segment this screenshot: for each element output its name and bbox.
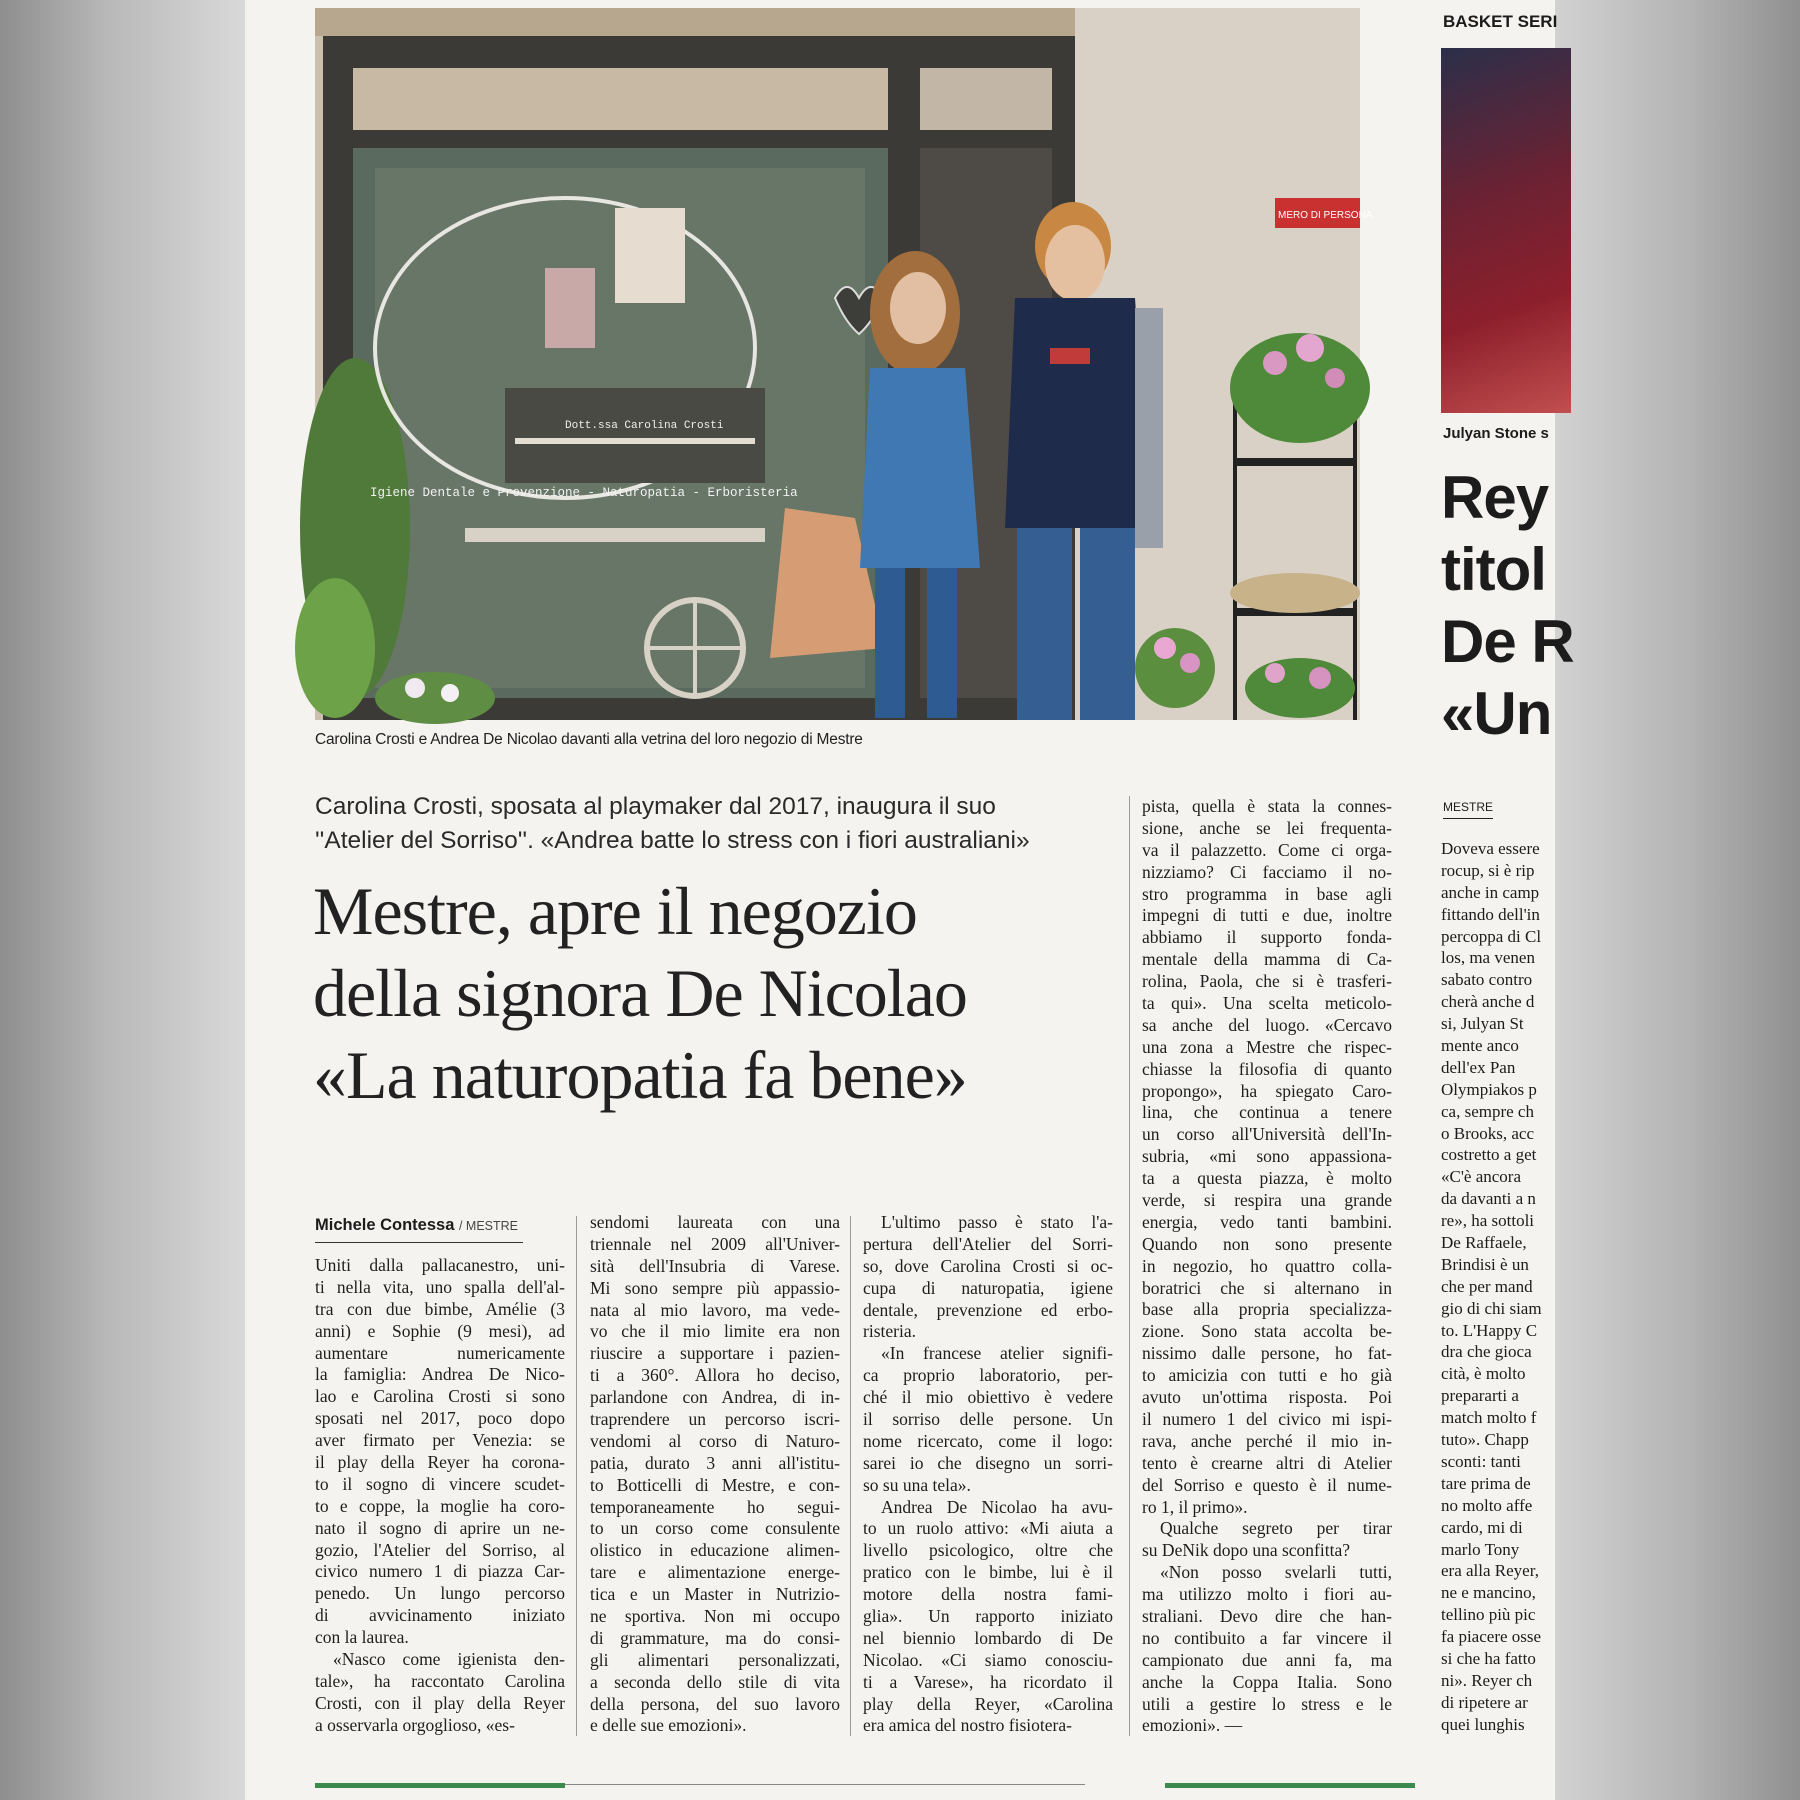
text-line: rolina, Paola, che si è trasferi- — [1142, 971, 1392, 992]
text-line: ta qui». Una scelta meticolo- — [1142, 993, 1392, 1014]
text-line: propongo», ha spiegato Caro- — [1142, 1080, 1392, 1101]
text-line: tare e alimentazione energe- — [590, 1562, 840, 1583]
text-line: ta a questa piazza, è molto — [1142, 1168, 1392, 1189]
text-line: nata al mio lavoro, ma vede- — [590, 1299, 840, 1320]
text-line: match molto f — [1441, 1408, 1537, 1428]
adjacent-place: MESTRE — [1443, 800, 1493, 819]
photo-caption: Carolina Crosti e Andrea De Nicolao davanti alla vetrina del loro negozio di Mestre — [315, 731, 863, 748]
text-line: ti a Varese», ha ricordato il — [863, 1671, 1113, 1692]
text-line: cupa di naturopatia, igiene — [863, 1277, 1113, 1298]
text-line: gio di chi siam — [1441, 1298, 1542, 1318]
text-line: ca proprio laboratorio, per- — [863, 1365, 1113, 1386]
text-line: Uniti dalla pallacanestro, uni- — [315, 1255, 565, 1275]
text-line: in negozio, ho quattro colla- — [1142, 1255, 1392, 1276]
adjacent-kicker: BASKET SERI — [1443, 12, 1558, 31]
text-line: sarei io che disegno un sorri- — [863, 1452, 1113, 1473]
text-line: lao e Carolina Crosti si sono — [315, 1386, 565, 1407]
text-line: una zona a Mestre che rispec- — [1142, 1036, 1392, 1057]
text-line: to e coppe, la moglie ha coro- — [315, 1495, 565, 1516]
window-sign-services: Igiene Dentale e Prevenzione - Naturopatia - Erboristeria — [370, 486, 798, 500]
byline — [315, 1216, 518, 1235]
text-line: e delle sue emozioni». — [590, 1715, 747, 1736]
text-line: avuto un'ottima risposta. Poi — [1142, 1387, 1392, 1408]
text-line: to. L'Happy C — [1441, 1320, 1538, 1340]
text-line: boratrici che si alternano in — [1142, 1277, 1392, 1298]
shop-photo-illustration — [315, 8, 1373, 720]
text-line: su DeNik dopo una sconfitta? — [1142, 1540, 1351, 1561]
bottom-rule — [565, 1784, 1085, 1785]
newspaper-page — [245, 0, 1574, 1800]
text-line: quei lunghis — [1441, 1714, 1525, 1734]
text-line: gozio, l'Atelier del Sorriso, al — [315, 1539, 565, 1560]
bottom-green-rule — [315, 1783, 565, 1788]
text-line: va il palazzetto. Come ci orga- — [1142, 839, 1392, 860]
text-line: mentale della mamma di Ca- — [1142, 949, 1392, 970]
text-line: anche in camp — [1441, 882, 1540, 902]
text-line: era alla Reyer, — [1441, 1561, 1539, 1581]
background-blur-right — [1555, 0, 1800, 1800]
text-line: los, ma venen — [1441, 948, 1535, 968]
text-line: straliani. Devo dire che han- — [1142, 1605, 1392, 1626]
text-line: con la laurea. — [315, 1627, 409, 1648]
text-line: ché il mio obiettivo è vedere — [863, 1387, 1113, 1408]
text-line: olistico in educazione alimen- — [590, 1540, 840, 1561]
adjacent-headline-line: Rey — [1441, 464, 1549, 531]
article-column-1 — [315, 1255, 565, 1737]
text-line: base alla propria specializza- — [1142, 1299, 1392, 1320]
text-line: no molto affe — [1441, 1495, 1533, 1515]
text-line: triennale nel 2009 all'Univer- — [590, 1233, 840, 1254]
text-line: ti nella vita, uno spalla dell'al- — [315, 1276, 565, 1297]
text-line: si, Julyan St — [1441, 1014, 1524, 1034]
text-line: ma utilizzo molto i fiori au- — [1142, 1584, 1392, 1605]
column-separator — [1129, 796, 1130, 1736]
text-line: del Sorriso e questo è il nume- — [1142, 1474, 1392, 1495]
text-line: sabato contro — [1441, 970, 1533, 990]
text-line: prepararti a — [1441, 1386, 1519, 1406]
text-line: campionato due anni fa, ma — [1142, 1649, 1392, 1670]
text-line: che per mand — [1441, 1276, 1533, 1296]
text-line: «Nasco come igienista den- — [333, 1649, 565, 1670]
text-line: marlo Tony — [1441, 1539, 1520, 1559]
text-line: la famiglia: Andrea De Nico- — [315, 1364, 565, 1385]
text-line: o Brooks, acc — [1441, 1123, 1535, 1143]
text-line: rocup, si è rip — [1441, 860, 1535, 880]
text-line: tale», ha raccontato Carolina — [315, 1670, 565, 1691]
text-line: risteria. — [863, 1321, 916, 1342]
text-line: to amicizia con tutti e ho già — [1142, 1365, 1392, 1386]
text-line: parlandone con Andrea, di in- — [590, 1387, 840, 1408]
text-line: ca, sempre ch — [1441, 1101, 1534, 1121]
text-line: Crosti, con il play della Reyer — [315, 1692, 565, 1713]
text-line: Olympiakos p — [1441, 1079, 1537, 1099]
text-line: stro programma in base agli — [1142, 883, 1392, 904]
article-subhead — [315, 790, 1095, 858]
text-line: to il sogno di vincere scudet- — [315, 1473, 565, 1494]
text-line: lina, che continua a tenere — [1142, 1102, 1392, 1123]
shop-photo — [315, 8, 1373, 720]
text-line: chiasse la filosofia di quanto — [1142, 1058, 1392, 1079]
text-line: ne sportiva. Non mi occupo — [590, 1606, 840, 1627]
text-line: cardo, mi di — [1441, 1517, 1523, 1537]
text-line: vendomi al corso di Naturo- — [590, 1430, 840, 1451]
text-line: tento è crearne altri di Atelier — [1142, 1452, 1392, 1473]
text-line: pratico con le bimbe, lui è il — [863, 1562, 1113, 1583]
text-line: temporaneamente ho segui- — [590, 1496, 840, 1517]
text-line: un corso all'Università dell'In- — [1142, 1124, 1392, 1145]
text-line: tra con due bimbe, Amélie (3 — [315, 1298, 565, 1319]
article-column-3 — [863, 1212, 1113, 1737]
adjacent-body — [1441, 838, 1555, 1736]
text-line: to un ruolo attivo: «Mi aiuta a — [863, 1518, 1113, 1539]
text-line: Doveva essere — [1441, 839, 1540, 858]
text-line: to Botticelli di Mestre, e con- — [590, 1474, 840, 1495]
text-line: «In francese atelier signifi- — [881, 1343, 1113, 1364]
adjacent-article — [1441, 0, 1574, 1800]
text-line: tellino più pic — [1441, 1605, 1536, 1625]
text-line: mente anco — [1441, 1036, 1519, 1056]
text-line: tica e un Master in Nutrizio- — [590, 1584, 840, 1605]
text-line: penedo. Un lungo percorso — [315, 1583, 565, 1604]
text-line: dentale, prevenzione ed erbo- — [863, 1299, 1113, 1320]
text-line: gli alimentari personalizzati, — [590, 1649, 840, 1670]
text-line: no contibuito a far vincere il — [1142, 1627, 1392, 1648]
text-line: di ripetere ar — [1441, 1692, 1528, 1712]
text-line: traprendere un percorso iscri- — [590, 1409, 840, 1430]
text-line: energia, vedo tanti bambini. — [1142, 1211, 1392, 1232]
text-line: «Non posso svelarli tutti, — [1160, 1562, 1392, 1583]
headline-line: della signora De Nicolao — [313, 955, 967, 1031]
text-line: sa anche del luogo. «Cercavo — [1142, 1014, 1392, 1035]
text-line: costretto a get — [1441, 1145, 1537, 1165]
article-column-2 — [590, 1212, 840, 1737]
text-line: De Raffaele, — [1441, 1233, 1527, 1253]
bottom-green-rule — [1165, 1783, 1415, 1788]
adjacent-headline-line: titol — [1441, 536, 1546, 603]
headline-line: Mestre, apre il negozio — [313, 873, 917, 949]
article-headline — [313, 870, 1133, 1116]
text-line: anche la Coppa Italia. Sono — [1142, 1671, 1392, 1692]
text-line: nissimo dalle persone, ho fat- — [1142, 1343, 1392, 1364]
article-column-4 — [1142, 796, 1392, 1737]
text-line: anni) e Sophie (9 mesi), ad — [315, 1320, 565, 1341]
text-line: aumentare numericamente — [315, 1342, 565, 1363]
text-line: dra che gioca — [1441, 1342, 1532, 1362]
text-line: pertura dell'Atelier del Sorri- — [863, 1233, 1113, 1254]
text-line: L'ultimo passo è stato l'a- — [881, 1212, 1113, 1232]
text-line: percoppa di Cl — [1441, 926, 1542, 946]
text-line: motore della nostra fami- — [863, 1584, 1113, 1605]
byline-location: / MESTRE — [458, 1219, 519, 1233]
text-line: ne e mancino, — [1441, 1583, 1536, 1603]
text-line: Quando non sono presente — [1142, 1233, 1392, 1254]
text-line: di grammature, ma do consi- — [590, 1627, 840, 1648]
text-line: pista, quella è stata la connes- — [1142, 796, 1392, 816]
subhead-line: Carolina Crosti, sposata al playmaker dal 2017, inaugura il suo — [315, 793, 996, 820]
text-line: livello psicologico, oltre che — [863, 1540, 1113, 1561]
text-line: rava, anche perché il mio in- — [1142, 1430, 1392, 1451]
text-line: dell'ex Pan — [1441, 1057, 1516, 1077]
text-line: fittando dell'in — [1441, 904, 1540, 924]
text-line: da davanti a n — [1441, 1189, 1536, 1209]
text-line: zione. Sono stata accolta be- — [1142, 1321, 1392, 1342]
text-line: sposati nel 2017, poco dopo — [315, 1408, 565, 1429]
text-line: cità, è molto — [1441, 1364, 1526, 1384]
text-line: nato il sogno di aprire un ne- — [315, 1517, 565, 1538]
adjacent-headline-line: «Un — [1441, 680, 1552, 747]
text-line: sione, anche se lei frequenta- — [1142, 817, 1392, 838]
text-line: tare prima de — [1441, 1473, 1531, 1493]
text-line: so su una tela». — [863, 1474, 971, 1495]
author-name: Michele Contessa — [315, 1216, 455, 1234]
text-line: emozioni». — — [1142, 1715, 1243, 1736]
text-line: civico numero 1 di piazza Car- — [315, 1561, 565, 1582]
text-line: to un corso come consulente — [590, 1518, 840, 1539]
text-line: sità dell'Insubria di Varese. — [590, 1255, 840, 1276]
text-line: so, dove Carolina Crosti si oc- — [863, 1255, 1113, 1276]
text-line: Mi sono sempre più appassio- — [590, 1277, 840, 1298]
text-line: patia, durato 3 anni all'istitu- — [590, 1452, 840, 1473]
text-line: il numero 1 del civico mi ispi- — [1142, 1408, 1392, 1429]
column-separator — [576, 1216, 577, 1736]
text-line: fa piacere osse — [1441, 1627, 1542, 1647]
text-line: Brindisi è un — [1441, 1254, 1529, 1274]
text-line: play della Reyer, «Carolina — [863, 1693, 1113, 1714]
text-line: a osservarla orgoglioso, «es- — [315, 1714, 515, 1735]
subhead-line: ''Atelier del Sorriso''. «Andrea batte lo stress con i fiori australiani» — [315, 827, 1030, 854]
text-line: ro 1, il primo». — [1142, 1496, 1248, 1517]
text-line: impegni di tutti e due, inoltre — [1142, 905, 1392, 926]
text-line: aver firmato per Venezia: se — [315, 1430, 565, 1451]
text-line: riuscire a supportare i pazien- — [590, 1343, 840, 1364]
text-line: glia». Un rapporto iniziato — [863, 1606, 1113, 1627]
text-line: cherà anche d — [1441, 992, 1535, 1012]
text-line: sendomi laureata con una — [590, 1212, 840, 1232]
window-sign-name: Dott.ssa Carolina Crosti — [565, 420, 724, 432]
text-line: «C'è ancora — [1441, 1167, 1521, 1187]
text-line: era amica del nostro fisiotera- — [863, 1715, 1072, 1736]
adjacent-photo-caption: Julyan Stone s — [1443, 425, 1549, 442]
adjacent-photo — [1441, 48, 1571, 413]
text-line: di avvicinamento iniziato — [315, 1605, 565, 1626]
text-line: della persona, del suo lavoro — [590, 1693, 840, 1714]
text-line: re», ha sottoli — [1441, 1211, 1535, 1231]
text-line: vo che il mio limite era non — [590, 1321, 840, 1342]
text-line: sconti: tanti — [1441, 1451, 1521, 1471]
adjacent-headline — [1441, 462, 1574, 750]
adjacent-headline-line: De R — [1441, 608, 1574, 675]
text-line: Qualche segreto per tirar — [1160, 1518, 1392, 1539]
text-line: Andrea De Nicolao ha avu- — [881, 1496, 1113, 1517]
text-line: utili a gestire lo stress e le — [1142, 1693, 1392, 1714]
text-line: ni». Reyer ch — [1441, 1670, 1533, 1690]
red-sign-text: MERO DI PERSONA — [1278, 210, 1373, 221]
background-blur-left — [0, 0, 245, 1800]
headline-line: «La naturopatia fa bene» — [313, 1037, 967, 1113]
column-separator — [850, 1216, 851, 1736]
text-line: si che ha fatto — [1441, 1648, 1536, 1668]
text-line: nel biennio lombardo di De — [863, 1627, 1113, 1648]
text-line: il play della Reyer ha corona- — [315, 1452, 565, 1473]
text-line: subria, «mi sono appassiona- — [1142, 1146, 1392, 1167]
text-line: nome ricercato, come il logo: — [863, 1430, 1113, 1451]
byline-rule — [315, 1242, 523, 1243]
text-line: verde, si respira una grande — [1142, 1190, 1392, 1211]
text-line: tuto». Chapp — [1441, 1430, 1529, 1450]
text-line: abbiamo il supporto fonda- — [1142, 927, 1392, 948]
text-line: ti a 360°. Allora ho deciso, — [590, 1365, 840, 1386]
text-line: a seconda dello stile di vita — [590, 1671, 840, 1692]
text-line: Nicolao. «Ci siamo conosciu- — [863, 1649, 1113, 1670]
text-line: il sorriso delle persone. Un — [863, 1409, 1113, 1430]
text-line: nizziamo? Ci facciamo il no- — [1142, 861, 1392, 882]
